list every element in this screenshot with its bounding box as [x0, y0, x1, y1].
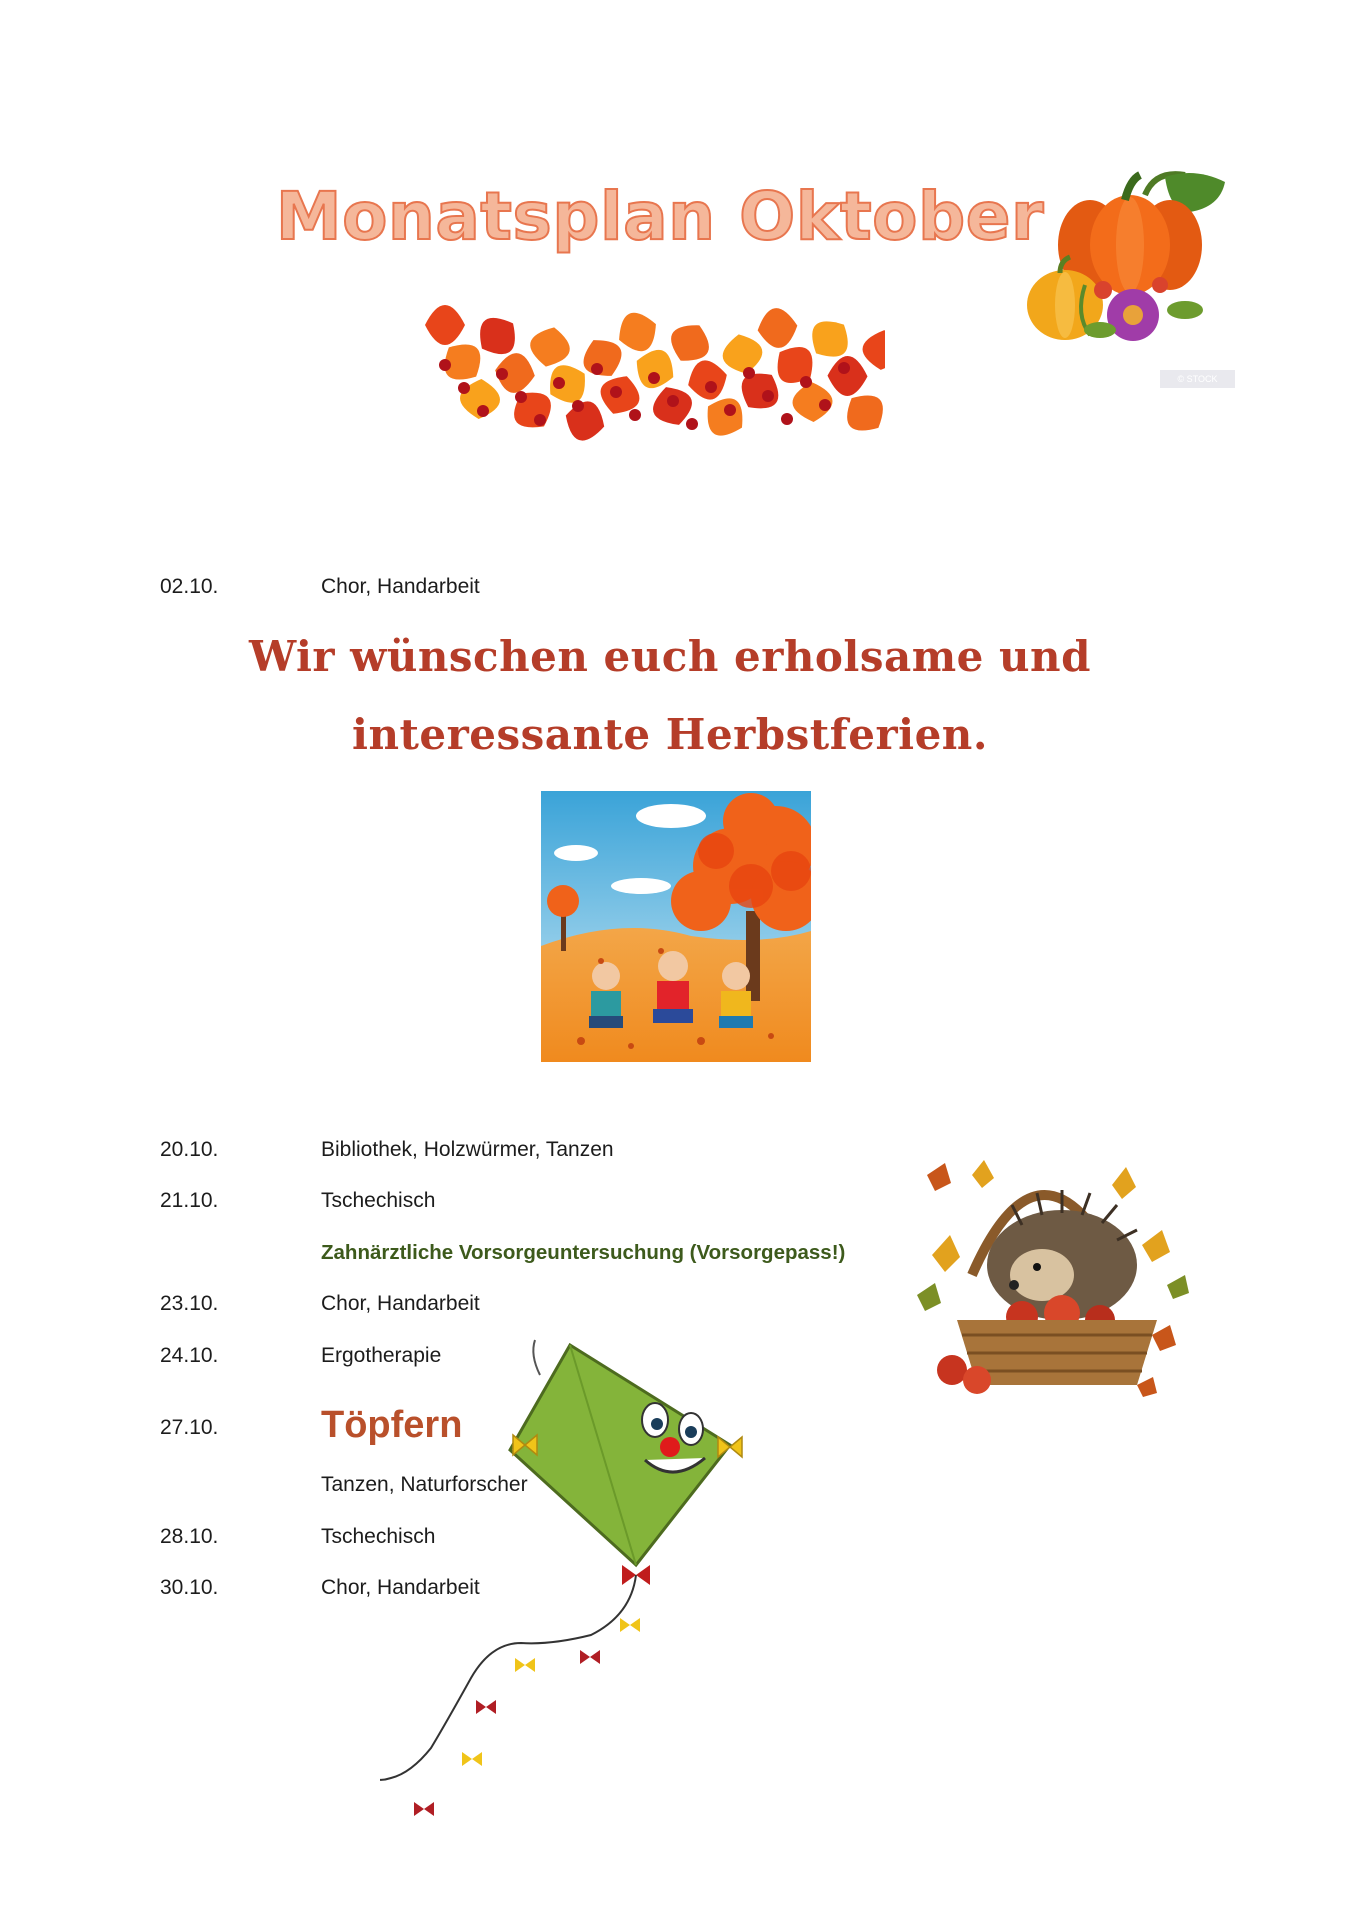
- hedgehog-basket-image: [912, 1135, 1194, 1415]
- holiday-wish-line-2: interessante Herbstferien.: [352, 710, 988, 759]
- dental-checkup-note: Zahnärztliche Vorsorgeuntersuchung (Vorsorgepass!): [321, 1241, 846, 1264]
- schedule-activity: Ergotherapie: [321, 1344, 442, 1367]
- schedule-row: [0, 1284, 1000, 1324]
- page-title: Monatsplan Oktober: [275, 178, 1045, 255]
- schedule-row: [0, 1181, 1000, 1221]
- schedule-activity: Chor, Handarbeit: [321, 575, 480, 598]
- schedule-date: 21.10.: [160, 1189, 219, 1212]
- schedule-row: [0, 567, 1000, 607]
- leaf-garland-image: [405, 265, 885, 495]
- schedule-date: 24.10.: [160, 1344, 219, 1367]
- schedule-date: 27.10.: [160, 1416, 219, 1439]
- pumpkin-image: [1015, 165, 1245, 385]
- children-autumn-image: [541, 791, 811, 1062]
- schedule-activity: Tanzen, Naturforscher: [321, 1473, 528, 1496]
- schedule-row: [0, 1233, 1000, 1273]
- schedule-activity: Chor, Handarbeit: [321, 1292, 480, 1315]
- schedule-row: [0, 1130, 1000, 1170]
- kite-image: [380, 1335, 760, 1825]
- schedule-date: 23.10.: [160, 1292, 219, 1315]
- schedule-date: 30.10.: [160, 1576, 219, 1599]
- schedule-activity: Tschechisch: [321, 1525, 436, 1548]
- schedule-date: 20.10.: [160, 1138, 219, 1161]
- schedule-activity: Bibliothek, Holzwürmer, Tanzen: [321, 1138, 614, 1161]
- schedule-date: 28.10.: [160, 1525, 219, 1548]
- schedule-activity: Chor, Handarbeit: [321, 1576, 480, 1599]
- pottery-highlight: Töpfern: [321, 1404, 463, 1446]
- holiday-wish-line-1: Wir wünschen euch erholsame und: [249, 632, 1091, 681]
- schedule-activity: Tschechisch: [321, 1189, 436, 1212]
- schedule-date: 02.10.: [160, 575, 219, 598]
- stock-watermark: © STOCK: [1160, 370, 1235, 388]
